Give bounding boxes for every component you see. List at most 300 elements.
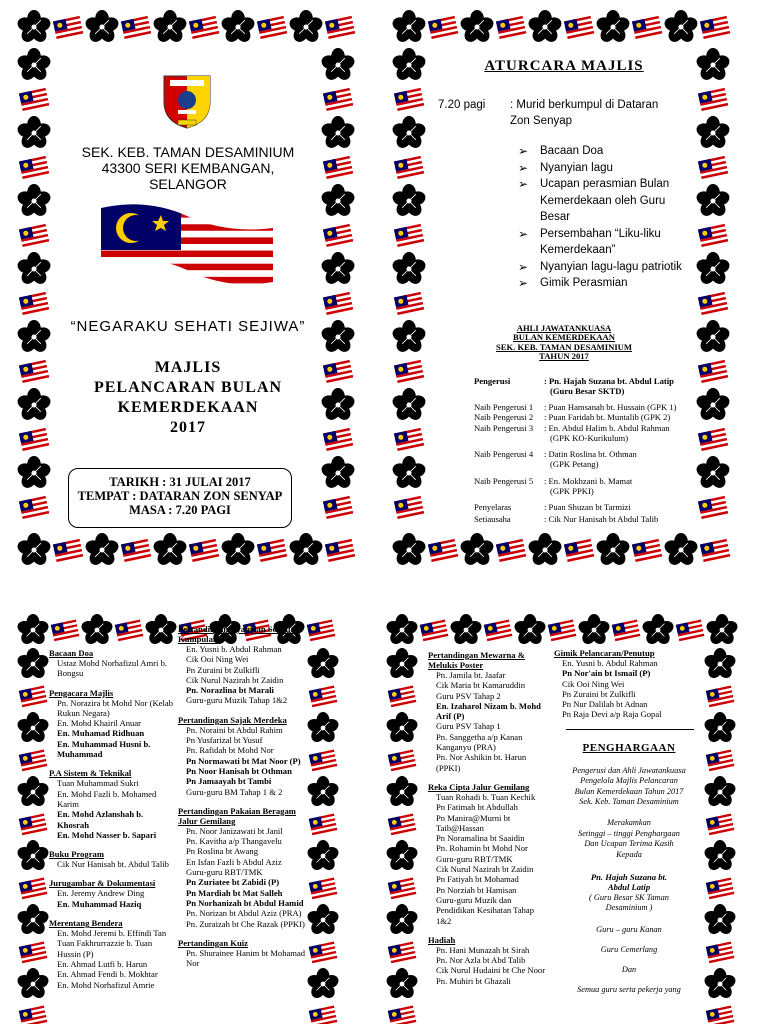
program-item: ➢ Ucapan perasmian Bulan Kemerdekaan oleh Guru Besar xyxy=(518,176,696,226)
section-member: Pn Roslina bt Awang xyxy=(186,846,259,857)
mini-flag-icon xyxy=(17,808,49,840)
committee-name: : Puan Shuzan bt Tarmizi xyxy=(544,501,631,512)
mini-flag-icon xyxy=(51,533,85,565)
section-member: Guru PSV Tahap 1 xyxy=(436,721,501,732)
section-member: Pn. Nor Ashikin bt. Harun (PPKI) xyxy=(436,752,527,773)
mini-flag-icon xyxy=(696,422,730,456)
mini-flag-icon xyxy=(307,1000,339,1024)
mini-flag-icon xyxy=(392,218,426,252)
mini-flag-icon xyxy=(698,533,732,565)
committee-name: : Pn. Hajah Suzana bt. Abdul Latip xyxy=(544,375,674,386)
section-member: Pn Manira@Murni bt Taib@Hassan xyxy=(436,812,511,833)
appreciation-line: Setinggi – tinggi Penghargaan xyxy=(578,828,680,838)
mini-flag-icon xyxy=(562,10,596,44)
mini-flag-icon xyxy=(321,286,355,320)
mini-flag-icon xyxy=(17,286,51,320)
hibiscus-icon xyxy=(392,533,426,565)
section-member: Guru-guru RBT/TMK xyxy=(186,867,263,878)
hibiscus-icon xyxy=(289,10,323,44)
section-member: Guru-guru BM Tahap 1 & 2 xyxy=(186,786,283,797)
section-member: En. Jeremy Andrew Ding xyxy=(57,888,145,899)
hibiscus-icon xyxy=(307,776,339,808)
section-member: En Isfan Fazli b Abdul Aziz xyxy=(186,856,282,867)
committee-row xyxy=(474,476,698,496)
committee-title-line: BULAN KEMERDEKAAN xyxy=(513,332,615,343)
section-member: En. Yusni b. Abdul Rahman xyxy=(186,644,282,654)
section-member: Cik Nur Hanisah bt. Abdul Talib xyxy=(57,859,169,870)
thanks-line: Sek. Keb. Taman Desaminium xyxy=(579,797,679,806)
section-member: Tuan Rohadi b. Tuan Kechik xyxy=(436,791,536,802)
hibiscus-icon xyxy=(392,252,426,286)
committee-section xyxy=(178,806,308,929)
hibiscus-icon xyxy=(289,533,323,565)
hibiscus-icon xyxy=(17,614,49,646)
lists-col-3 xyxy=(428,650,548,1024)
thanks-guru-kanan: Guru – guru Kanan xyxy=(596,924,662,934)
hibiscus-icon xyxy=(81,614,113,646)
section-member: Cik Maria bt Kamaruddin xyxy=(436,680,526,691)
section-member: Pn. Hani Munazah bt Sirah xyxy=(436,944,530,955)
mini-flag-icon xyxy=(17,936,49,968)
section-member: Pn. Noraini bt Abdul Rahim xyxy=(186,724,283,735)
section-member: Cik Nurul Nazirah bt Zaidin xyxy=(436,864,534,875)
lists-right-border-right xyxy=(704,648,738,1024)
section-member: Pn. Sanggetha a/p Kanan Kanganyu (PRA) xyxy=(436,731,523,753)
committee-title xyxy=(430,324,698,362)
section-heading: Pengacara Majlis xyxy=(49,687,114,698)
mini-flag-icon xyxy=(386,1000,418,1024)
hibiscus-icon xyxy=(321,48,355,82)
mini-flag-icon xyxy=(307,744,339,776)
hibiscus-icon xyxy=(307,648,339,680)
hibiscus-icon xyxy=(321,252,355,286)
event-title-3: KEMERDEKAAN xyxy=(117,399,259,416)
mini-flag-icon xyxy=(119,533,153,565)
cover-border-right xyxy=(321,48,357,530)
section-member: Guru-guru Muzik dan Pendidikan Kesihatan Tahap 1&2 xyxy=(436,894,535,926)
hibiscus-icon xyxy=(704,712,736,744)
section-member: Ustaz Mohd Norhafizul Amri b. Bongsu xyxy=(57,658,168,679)
event-date: TARIKH : 31 JULAI 2017 xyxy=(109,475,251,489)
section-member: Pn Norhanizah bt Abdul Hamid xyxy=(186,897,304,908)
mini-flag-icon xyxy=(494,10,528,44)
hibiscus-icon xyxy=(642,614,674,646)
section-member: Pn. Jamila bt. Jaafar xyxy=(436,670,506,680)
section-member: Pn. Rohamin bt Mohd Nor xyxy=(436,843,528,854)
section-heading: Reka Cipta Jalur Gemilang xyxy=(428,781,530,792)
committee-sub: (GPK Petang) xyxy=(550,459,599,470)
thanks-title: PENGHARGAAN xyxy=(582,741,676,754)
school-name: SEK. KEB. TAMAN DESAMINIUM xyxy=(81,144,295,160)
lists-col-2 xyxy=(178,624,308,1024)
cover-border-top xyxy=(17,10,368,46)
headmaster-name: Pn. Hajah Suzana bt. Abdul Latip xyxy=(590,872,668,893)
section-member: Pn. Kavitha a/p Thangavelu xyxy=(186,836,282,847)
section-member: En. Muhammad Haziq xyxy=(57,898,142,909)
lists-col-1 xyxy=(49,648,177,1024)
gimik-item: Pn Nur Dalilah bt Adnan xyxy=(562,699,648,710)
hibiscus-icon xyxy=(85,533,119,565)
hibiscus-icon xyxy=(321,456,355,490)
mini-flag-icon xyxy=(187,10,221,44)
program-content xyxy=(430,54,698,530)
section-member: En. Izaharol Nizam b. Mohd Arif (P) xyxy=(436,700,541,722)
hibiscus-icon xyxy=(17,252,51,286)
cover-panel xyxy=(17,10,368,565)
mini-flag-icon xyxy=(321,218,355,252)
section-member: En. Mohd Jeremi b. Effindi Tan xyxy=(57,928,167,939)
committee-section xyxy=(49,878,177,909)
mini-flag-icon xyxy=(49,614,81,646)
mini-flag-icon xyxy=(17,744,49,776)
committee-section xyxy=(178,624,308,706)
program-panel xyxy=(392,10,744,565)
hibiscus-icon xyxy=(17,533,51,565)
hibiscus-icon xyxy=(696,116,730,150)
thanks-line: Pengerusi dan Ahli Jawatankuasa Pengelola Majlis Pelancaran Bulan Kemerdekaan Tahun 2017 xyxy=(572,765,686,796)
section-member: Pn. Nor Azla bt Abd Talib xyxy=(436,955,526,966)
mini-flag-icon xyxy=(392,150,426,184)
hibiscus-icon xyxy=(696,252,730,286)
mini-flag-icon xyxy=(17,354,51,388)
program-item: ➢ Nyanyian lagu xyxy=(518,160,696,177)
hibiscus-icon xyxy=(386,968,418,1000)
hibiscus-icon xyxy=(17,184,51,218)
hibiscus-icon xyxy=(17,116,51,150)
committee-sub: (Guru Besar SKTD) xyxy=(550,386,625,397)
committee-section xyxy=(49,849,177,869)
hibiscus-icon xyxy=(221,533,255,565)
mini-flag-icon xyxy=(696,286,730,320)
committee-row xyxy=(474,449,698,469)
lists-panel-left xyxy=(17,614,347,1024)
section-member: Pn Noor Hanisah bt Othman xyxy=(186,765,292,776)
section-heading: Pertandingan Mewarna & Melukis Poster xyxy=(428,650,525,670)
section-heading: Jurugambar & Dokumentasi xyxy=(49,878,156,889)
mini-flag-icon xyxy=(17,82,51,116)
mini-flag-icon xyxy=(696,354,730,388)
committee-role: Pengerusi xyxy=(474,375,511,386)
hibiscus-icon xyxy=(17,48,51,82)
thanks-merakamkan: Merakamkan xyxy=(607,818,651,828)
mini-flag-icon xyxy=(386,680,418,712)
lists-left-border-right xyxy=(307,648,341,1024)
event-title-1: MAJLIS xyxy=(154,359,222,376)
section-member: En. Mohd Nasser b. Sapari xyxy=(57,829,157,840)
mini-flag-icon xyxy=(494,533,528,565)
event-place: TEMPAT : DATARAN ZON SENYAP xyxy=(77,489,283,503)
malaysia-flag-icon xyxy=(97,198,277,290)
appreciation-line: Dan Ucapan Terima Kasih xyxy=(584,839,674,849)
hibiscus-icon xyxy=(704,904,736,936)
lists-right-border-top xyxy=(386,614,746,648)
committee-row xyxy=(474,376,698,396)
gimik-section xyxy=(554,648,704,720)
lists-panel-right xyxy=(386,614,746,1024)
section-member: En. Ahmad Lutfi b. Harun xyxy=(57,958,148,969)
mini-flag-icon xyxy=(17,490,51,524)
gimik-divider xyxy=(566,729,694,730)
section-heading: Pertandingan Sajak Merdeka xyxy=(178,714,287,725)
hibiscus-icon xyxy=(17,904,49,936)
mini-flag-icon xyxy=(323,10,357,44)
section-member: Pn Fatiyah bt Mohamad xyxy=(436,874,519,885)
mini-flag-icon xyxy=(630,533,664,565)
section-member: Cik Ooi Ning Wei xyxy=(186,654,249,665)
mini-flag-icon xyxy=(307,936,339,968)
hibiscus-icon xyxy=(392,184,426,218)
mini-flag-icon xyxy=(17,680,49,712)
committee-sub: (GPK KO-Kurikulum) xyxy=(550,432,629,443)
hibiscus-icon xyxy=(17,648,49,680)
mini-flag-icon xyxy=(17,1000,49,1024)
hibiscus-icon xyxy=(392,116,426,150)
hibiscus-icon xyxy=(704,648,736,680)
section-member: Cik Nurul Nazirah bt Zaidin xyxy=(186,674,284,685)
mini-flag-icon xyxy=(386,808,418,840)
section-member: Pn. Noor Janizawati bt Janil xyxy=(186,825,283,836)
program-border-top xyxy=(392,10,744,46)
program-border-right xyxy=(696,48,732,530)
mini-flag-icon xyxy=(255,10,289,44)
committee-row xyxy=(474,502,698,512)
mini-flag-icon xyxy=(696,490,730,524)
mini-flag-icon xyxy=(17,422,51,456)
hibiscus-icon xyxy=(704,776,736,808)
section-member: Pn. Zuraizah bt Che Razak (PPKI) xyxy=(186,918,305,929)
mini-flag-icon xyxy=(321,490,355,524)
mini-flag-icon xyxy=(704,680,736,712)
headmaster-title: ( Guru Besar SK Taman Desaminium ) xyxy=(589,892,669,913)
committee-table xyxy=(474,376,698,524)
hibiscus-icon xyxy=(153,533,187,565)
mini-flag-icon xyxy=(426,10,460,44)
hibiscus-icon xyxy=(696,48,730,82)
mini-flag-icon xyxy=(426,533,460,565)
hibiscus-icon xyxy=(307,904,339,936)
hibiscus-icon xyxy=(460,533,494,565)
section-heading: Pertandingan Nyanyian Solo dan Kumpulan xyxy=(178,624,300,644)
mini-flag-icon xyxy=(321,150,355,184)
appreciation-line: Kepada xyxy=(616,849,642,859)
hibiscus-icon xyxy=(17,968,49,1000)
committee-row xyxy=(474,412,698,422)
hibiscus-icon xyxy=(528,10,562,44)
hibiscus-icon xyxy=(704,968,736,1000)
section-member: Pn Fatimah bt Abdullah xyxy=(436,802,518,813)
committee-section xyxy=(49,648,177,679)
section-member: En. Mohd Azlanshah b. Khosrah xyxy=(57,809,144,830)
section-member: En. Muhamad Ridhuan xyxy=(57,728,145,739)
thanks-last-line: Semua guru serta pekerja yang xyxy=(577,984,681,994)
committee-name: : Cik Nur Hanisah bt Abdul Talib xyxy=(544,514,659,525)
mini-flag-icon xyxy=(562,533,596,565)
mini-flag-icon xyxy=(392,354,426,388)
hibiscus-icon xyxy=(386,840,418,872)
hibiscus-icon xyxy=(386,904,418,936)
hibiscus-icon xyxy=(704,840,736,872)
mini-flag-icon xyxy=(696,218,730,252)
hibiscus-icon xyxy=(392,320,426,354)
mini-flag-icon xyxy=(386,936,418,968)
hibiscus-icon xyxy=(221,10,255,44)
hibiscus-icon xyxy=(696,320,730,354)
mini-flag-icon xyxy=(698,10,732,44)
hibiscus-icon xyxy=(664,10,698,44)
section-member: En. Ahmad Fendi b. Mokhtar xyxy=(57,969,158,980)
hibiscus-icon xyxy=(321,320,355,354)
mini-flag-icon xyxy=(482,614,514,646)
mini-flag-icon xyxy=(187,533,221,565)
event-time: MASA : 7.20 PAGI xyxy=(129,503,231,517)
hibiscus-icon xyxy=(17,840,49,872)
hibiscus-icon xyxy=(392,48,426,82)
program-time-desc: : Murid berkumpul di Dataran Zon Senyap xyxy=(510,99,659,127)
mini-flag-icon xyxy=(704,744,736,776)
hibiscus-icon xyxy=(392,10,426,44)
lists-right-border-left xyxy=(386,648,420,1024)
hibiscus-icon xyxy=(392,456,426,490)
section-member: Pn. Norizan bt Abdul Aziz (PRA) xyxy=(186,908,302,919)
hibiscus-icon xyxy=(386,614,418,646)
hibiscus-icon xyxy=(85,10,119,44)
mini-flag-icon xyxy=(418,614,450,646)
section-heading: Bacaan Doa xyxy=(49,648,94,658)
mini-flag-icon xyxy=(113,614,145,646)
mini-flag-icon xyxy=(704,808,736,840)
mini-flag-icon xyxy=(704,936,736,968)
section-member: Pn Zuriatee bt Zabidi (P) xyxy=(186,877,280,888)
committee-sub: (GPK PPKI) xyxy=(550,485,594,496)
section-member: Pn. Norazira bt Mohd Nor (Kelab Rukun Negara) xyxy=(57,697,173,718)
hibiscus-icon xyxy=(696,388,730,422)
committee-section xyxy=(49,768,177,840)
committee-role: Naib Pengerusi 2 xyxy=(474,412,534,423)
program-time: 7.20 pagi xyxy=(438,99,486,111)
section-member: Pn. Norazlina bt Marali xyxy=(186,685,274,696)
committee-section xyxy=(178,938,308,969)
lists-col-4 xyxy=(554,648,704,1024)
hibiscus-icon xyxy=(307,968,339,1000)
school-address-1: 43300 SERI KEMBANGAN, xyxy=(101,160,275,176)
committee-row xyxy=(474,514,698,524)
mini-flag-icon xyxy=(546,614,578,646)
mini-flag-icon xyxy=(610,614,642,646)
hibiscus-icon xyxy=(321,388,355,422)
mini-flag-icon xyxy=(392,286,426,320)
committee-role: Naib Pengerusi 5 xyxy=(474,475,534,486)
mini-flag-icon xyxy=(51,10,85,44)
program-item: ➢ Bacaan Doa xyxy=(518,143,696,160)
section-member: Tuan Muhammad Sukri xyxy=(57,778,139,789)
program-border-left xyxy=(392,48,428,530)
committee-role: Setiausaha xyxy=(474,514,511,525)
section-member: Pn. Shurainee Hanim bt Mohamad Nor xyxy=(186,947,306,969)
mini-flag-icon xyxy=(307,680,339,712)
committee-title-line: TAHUN 2017 xyxy=(539,351,589,362)
section-member: Pn Noramalina bt Saaidin xyxy=(436,833,525,844)
event-theme: “NEGARAKU SEHATI SEJIWA” xyxy=(70,318,306,335)
hibiscus-icon xyxy=(17,712,49,744)
hibiscus-icon xyxy=(696,456,730,490)
committee-section xyxy=(178,715,308,797)
section-member: Guru-guru Muzik Tahap 1&2 xyxy=(186,695,288,706)
hibiscus-icon xyxy=(321,116,355,150)
program-item: ➢ Nyanyian lagu-lagu patriotik xyxy=(518,259,696,276)
section-member: Pn Mardiah bt Mat Salleh xyxy=(186,887,283,898)
hibiscus-icon xyxy=(17,776,49,808)
mini-flag-icon xyxy=(392,490,426,524)
committee-section xyxy=(428,650,548,773)
thanks-guru-cemerlang: Guru Cemerlang xyxy=(600,944,658,954)
hibiscus-icon xyxy=(386,712,418,744)
program-border-bottom xyxy=(392,533,744,565)
mini-flag-icon xyxy=(704,872,736,904)
hibiscus-icon xyxy=(307,840,339,872)
mini-flag-icon xyxy=(17,218,51,252)
mini-flag-icon xyxy=(696,150,730,184)
committee-role: Naib Pengerusi 4 xyxy=(474,449,534,460)
section-member: Tuan Fakhrurrazzie b. Tuan Hussin (P) xyxy=(57,938,153,959)
gimik-item: Pn Raja Devi a/p Raja Gopal xyxy=(562,709,662,720)
mini-flag-icon xyxy=(323,533,357,565)
committee-name: : Puan Faridah bt. Muntalib (GPK 2) xyxy=(544,412,671,423)
committee-section xyxy=(49,688,177,760)
thanks-block xyxy=(554,766,704,808)
section-member: Pn Jamaayah bt Tambi xyxy=(186,776,272,787)
thanks-dan: Dan xyxy=(621,964,637,974)
mini-flag-icon xyxy=(386,744,418,776)
cover-border-bottom xyxy=(17,533,368,565)
hibiscus-icon xyxy=(578,614,610,646)
section-member: Guru-guru RBT/TMK xyxy=(436,853,513,864)
mini-flag-icon xyxy=(17,872,49,904)
section-member: Pn Normawati bt Mat Noor (P) xyxy=(186,755,301,766)
committee-section xyxy=(428,782,548,926)
cover-content xyxy=(57,68,319,530)
hibiscus-icon xyxy=(17,320,51,354)
program-item: ➢ Gimik Perasmian xyxy=(518,275,696,292)
section-member: Pn Norziah bt Hamisan xyxy=(436,884,517,895)
thanks-appreciation xyxy=(554,829,704,860)
mini-flag-icon xyxy=(17,150,51,184)
hibiscus-icon xyxy=(696,184,730,218)
program-item: ➢ Persembahan “Liku-liku Kemerdekaan” xyxy=(518,226,696,259)
section-member: En. Mohd Khairil Anuar xyxy=(57,718,142,729)
mini-flag-icon xyxy=(305,614,337,646)
committee-section xyxy=(428,935,548,986)
hibiscus-icon xyxy=(596,533,630,565)
committee-name: : En. Mokhzani b. Mamat xyxy=(544,475,633,486)
school-crest-icon xyxy=(160,70,214,130)
program-list xyxy=(518,143,696,292)
committee-row xyxy=(474,423,698,443)
mini-flag-icon xyxy=(321,82,355,116)
program-time-row xyxy=(430,97,698,129)
committee-name: : Puan Hamsanah bt. Hussain (GPK 1) xyxy=(544,402,677,413)
section-heading: Buku Program xyxy=(49,849,104,860)
cover-border-left xyxy=(17,48,53,530)
mini-flag-icon xyxy=(255,533,289,565)
mini-flag-icon xyxy=(392,422,426,456)
section-heading: P.A Sistem & Teknikal xyxy=(49,768,132,779)
mini-flag-icon xyxy=(307,872,339,904)
hibiscus-icon xyxy=(664,533,698,565)
hibiscus-icon xyxy=(392,388,426,422)
section-heading: Merentang Bendera xyxy=(49,918,123,929)
hibiscus-icon xyxy=(153,10,187,44)
school-address-2: SELANGOR xyxy=(149,176,227,192)
